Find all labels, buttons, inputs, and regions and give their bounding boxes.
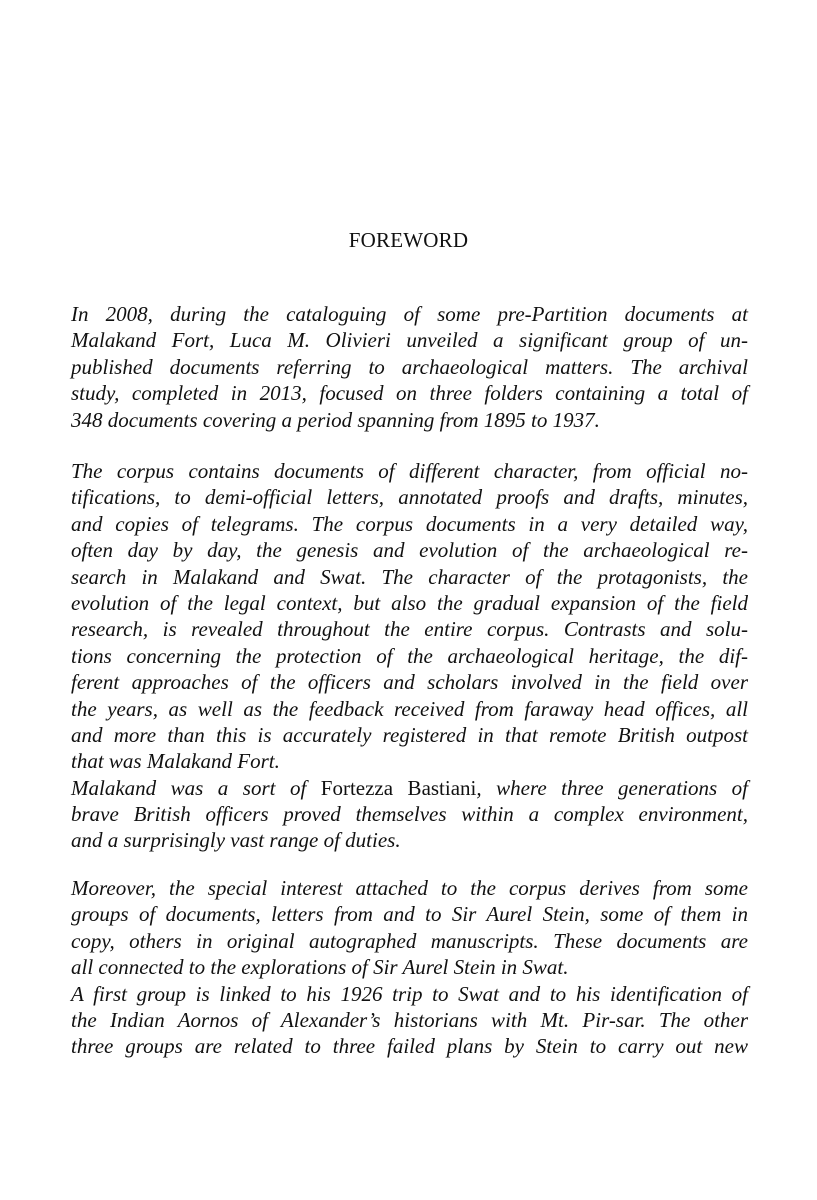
text-line: search in Malakand and Swat. The character of the protagonists, the <box>71 564 748 589</box>
text-line: study, completed in 2013, focused on three folders containing a total of <box>71 381 748 406</box>
text-line <box>71 775 748 801</box>
paragraph-3 <box>71 875 748 1060</box>
text-line: the years, as well as the feedback received from faraway head offices, all <box>71 696 748 721</box>
text-line: all connected to the explorations of Sir Aurel Stein in Swat. <box>71 955 569 980</box>
book-title-fortezza-bastiani: Fortezza Bastiani <box>320 775 477 800</box>
page-title: FOREWORD <box>348 228 469 252</box>
text-line: A first group is linked to his 1926 trip to Swat and to his identification of <box>71 981 748 1006</box>
text-line: research, is revealed throughout the entire corpus. Contrasts and solu- <box>71 617 748 642</box>
text-line: copy, others in original autographed manuscripts. These documents are <box>71 928 748 953</box>
text-line: 348 documents covering a period spanning from 1895 to 1937. <box>71 407 600 432</box>
paragraph-2 <box>71 458 748 854</box>
text-fragment: Malakand was a sort of <box>71 775 321 800</box>
text-line: tions concerning the protection of the archaeological heritage, the dif- <box>71 643 748 668</box>
text-line: and more than this is accurately registered in that remote British outpost <box>71 722 748 747</box>
text-line: the Indian Aornos of Alexander’s historians with Mt. Pir-sar. The other <box>71 1007 748 1032</box>
text-line: published documents referring to archaeological matters. The archival <box>71 354 748 379</box>
text-line: and copies of telegrams. The corpus documents in a very detailed way, <box>71 511 748 536</box>
text-line: In 2008, during the cataloguing of some pre-Partition documents at <box>71 302 748 326</box>
text-line: three groups are related to three failed plans by Stein to carry out new <box>71 1034 748 1059</box>
text-line: Moreover, the special interest attached to the corpus derives from some <box>71 876 748 900</box>
text-line: evolution of the legal context, but also the gradual expansion of the field <box>71 590 748 615</box>
paragraph-1 <box>71 301 748 433</box>
text-line: that was Malakand Fort. <box>71 749 280 774</box>
text-line: often day by day, the genesis and evolution of the archaeological re- <box>71 538 748 563</box>
text-line: tifications, to demi-official letters, annotated proofs and drafts, minutes, <box>71 485 748 510</box>
text-fragment: , where three generations of <box>476 775 748 800</box>
text-line: and a surprisingly vast range of duties. <box>71 828 401 853</box>
text-line: Malakand Fort, Luca M. Olivieri unveiled a significant group of un- <box>71 328 748 353</box>
text-line: ferent approaches of the officers and scholars involved in the field over <box>71 670 748 695</box>
text-line: groups of documents, letters from and to Sir Aurel Stein, some of them in <box>71 902 748 927</box>
text-line: brave British officers proved themselves within a complex environment, <box>71 802 748 827</box>
text-line: The corpus contains documents of different character, from official no- <box>71 459 748 483</box>
